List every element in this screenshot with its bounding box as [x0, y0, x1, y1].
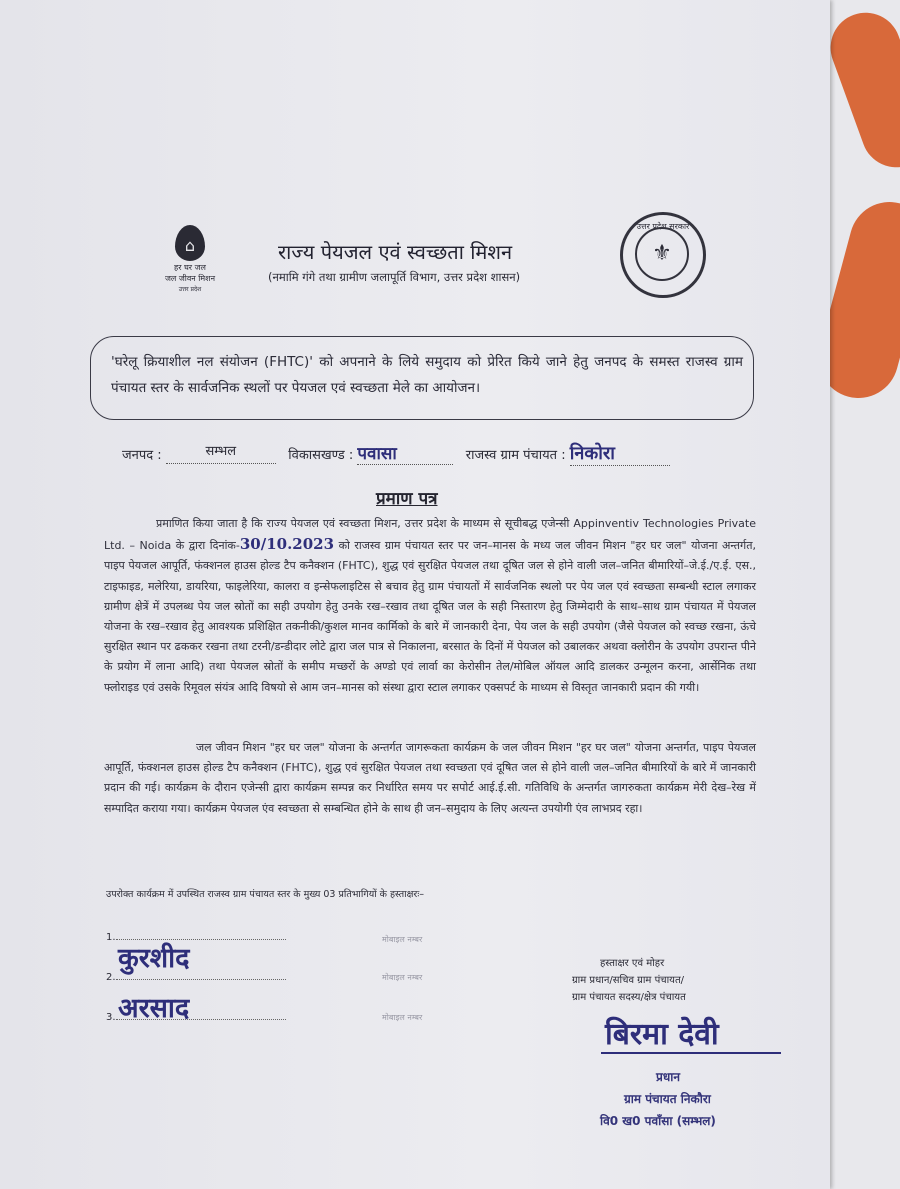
- participant-signature-2: अरसाद: [118, 993, 190, 1024]
- stamp-line-2: ग्राम पंचायत निकौरा: [624, 1092, 711, 1106]
- seal-text: उत्तर प्रदेश सरकार: [636, 222, 690, 231]
- attestation-line-2: ग्राम प्रधान/सचिव ग्राम पंचायत/: [572, 975, 685, 986]
- background-plastic: [826, 0, 900, 1189]
- stamp-line-1: प्रधान: [656, 1070, 680, 1084]
- page-title: राज्य पेयजल एवं स्वच्छता मिशन: [278, 240, 513, 264]
- panchayat-value: निकोरा: [569, 443, 615, 464]
- panchayat-label: राजस्व ग्राम पंचायत :: [465, 448, 566, 463]
- event-date: 30/10.2023: [239, 535, 335, 554]
- subject-box: [90, 336, 754, 420]
- pradhan-signature-text: बिरमा देवी: [605, 1017, 719, 1052]
- block-label: विकासखण्ड :: [288, 448, 354, 463]
- water-drop-icon: ⌂: [175, 225, 205, 261]
- paragraph-1-intro: प्रमाणित किया जाता है कि राज्य पेयजल एवं स्वच्छता मिशन, उत्तर प्रदेश के माध्यम से सूचीबद्ध एजेन्सी Appinventiv Technologies Private Ltd. – Noida के द्वारा दिनांक-: [104, 517, 756, 553]
- logo-line-2: जल जीवन मिशन: [164, 274, 216, 283]
- mobile-label-3: मोबाइल नम्बर: [382, 1013, 423, 1022]
- paragraph-2: जल जीवन मिशन "हर घर जल" योजना के अन्तर्गत जागरूकता कार्यक्रम के जल जीवन मिशन "हर घर जल" योजना अन्तर्गत, पाइप पेयजल आपूर्ति, फंक्शनल हाउस होल्ड टैप कनैक्शन (FHTC), शुद्ध एवं सुरक्षित पेयजल तथा स्वच्छता एवं दूषित जल से होने वाली जल–जनित बीमारियों के बारे में जानकारी प्रदान की गई। कार्यक्रम के दौरान एजेन्सी द्वारा कार्यक्रम सम्पन्न कर निर्धारित समय पर सपोर्ट आई.ई.सी. गतिविधि के अन्तर्गत जागरुकता कार्यक्रम मेरी देख–रेख में सम्पादित कराया गया। कार्यक्रम पेयजल एंव स्वच्छता से सम्बन्धित होने के साथ ही जन–समुदाय के लिए अत्यन्त उपयोगी एंव लाभप्रद रहा।: [104, 741, 756, 815]
- logo-line-1: हर घर जल: [174, 263, 206, 272]
- location-fields: [122, 441, 670, 466]
- signature-dotline-3: [116, 1019, 286, 1020]
- participant-signature-1: कुरशीद: [118, 943, 190, 974]
- logo-line-3: उत्तर प्रदेश: [178, 286, 202, 293]
- paragraph-1: [104, 514, 756, 698]
- district-field: [166, 445, 276, 464]
- district-label: जनपद :: [122, 448, 162, 463]
- up-government-seal: [620, 212, 706, 298]
- page-subtitle: (नमामि गंगे तथा ग्रामीण जलापूर्ति विभाग, उत्तर प्रदेश शासन): [268, 270, 521, 284]
- paragraph-1-body: को राजस्व ग्राम पंचायत स्तर पर जन–मानस के मध्य जल जीवन मिशन "हर घर जल" योजना अन्तर्गत, पाइप पेयजल आपूर्ति, फंक्शनल हाउस होल्ड टैप कनैक्शन (FHTC), शुद्ध एवं सुरक्षित पेयजल तथा दूषित जल से होने वाली जल–जनित बीमारियों–जे.ई./ए.ई. एस., टाइफाइड, मलेरिया, डायरिया, फाइलेरिया, कालरा व इन्सेफलाइटिस से बचाव हेतु ग्राम पंचायतों में सार्वजनिक स्थलो पर पेय जल एवं स्वच्छता सम्बन्धी स्टाल लगाकर ग्रामीण क्षेत्रें में उपलब्ध पेय जल स्रोतों का सही उपयोग हेतु उनके रख–रखाव तथा दूषित जल के सही निस्तारण हेतु जिम्मेदारी के साथ–साथ ग्राम पंचायत में पेयजल योजना के रख–रखाव हेतु आवश्यक प्रशिक्षित तकनीकी/कुशल मानव कार्मिको के बारे में जानकारी देना, पेय जल के सही उपयोग (जैसे पेयजल को स्वच्छ रखना, ऊंचे सुरक्षित स्थान पर ढककर रखना तथा टरनी/डन्डीदार लोटे द्वारा जल पात्र से निकालना, बरसात के दिनों में पेयजल को उबालकर अथवा क्लोरीन के उपयोग उपरान्त पीने के प्रयोग में लाना आदि) तथा पेयजल स्रोतों के समीप मच्छरों के अण्डो एवं लार्वा का केरोसीन तेल/मोबिल ऑयल आदि डालकर उन्मूलन करना, आर्सेनिक तथा फ्लोराइड एवं उसके रिमूवल संयंत्र आदि विषयो से आम जन–मानस को संस्था द्वारा स्टाल लगाकर एक्सपर्ट के माध्यम से विस्तृत जानकारी प्रदान की गयी।: [104, 539, 756, 694]
- signatures-intro: उपरोक्त कार्यक्रम में उपस्थित राजस्व ग्राम पंचायत स्तर के मुख्य 03 प्रतिभागियों के हस्ताक्षरः–: [106, 889, 424, 900]
- block-field: [357, 441, 453, 465]
- attestation-line-1: हस्ताक्षर एवं मोहर: [600, 958, 665, 969]
- attestation-block: [572, 955, 686, 1006]
- har-ghar-jal-logo: [158, 225, 222, 294]
- attestation-line-3: ग्राम पंचायत सदस्य/क्षेत्र पंचायत: [572, 992, 686, 1003]
- stamp-line-3: वि0 ख0 पवाँसा (सम्भल): [600, 1114, 716, 1128]
- signature-line-3: [106, 1012, 286, 1023]
- signature-number-3: 3.: [106, 1012, 116, 1023]
- mobile-label-2: मोबाइल नम्बर: [382, 973, 423, 982]
- signature-underline: [601, 1052, 781, 1054]
- pradhan-signature: [605, 1012, 719, 1053]
- emblem-icon: ⚜: [635, 227, 689, 281]
- signature-number-1: 1.: [106, 932, 116, 943]
- subject-text: 'घरेलू क्रियाशील नल संयोजन (FHTC)' को अपनाने के लिये समुदाय को प्रेरित किये जाने हेतु जनपद के समस्त राजस्व ग्राम पंचायत स्तर के सार्वजनिक स्थलों पर पेयजल एवं स्वच्छता मेले का आयोजन।: [111, 354, 743, 396]
- district-value: सम्भल: [205, 444, 237, 459]
- signature-line-2: [106, 972, 286, 983]
- certificate-heading: प्रमाण पत्र: [376, 489, 438, 509]
- mobile-label-1: मोबाइल नम्बर: [382, 935, 423, 944]
- panchayat-field: [570, 441, 670, 466]
- block-value: पवासा: [357, 444, 397, 464]
- signature-number-2: 2.: [106, 972, 116, 983]
- signature-dotline-2: [116, 979, 286, 980]
